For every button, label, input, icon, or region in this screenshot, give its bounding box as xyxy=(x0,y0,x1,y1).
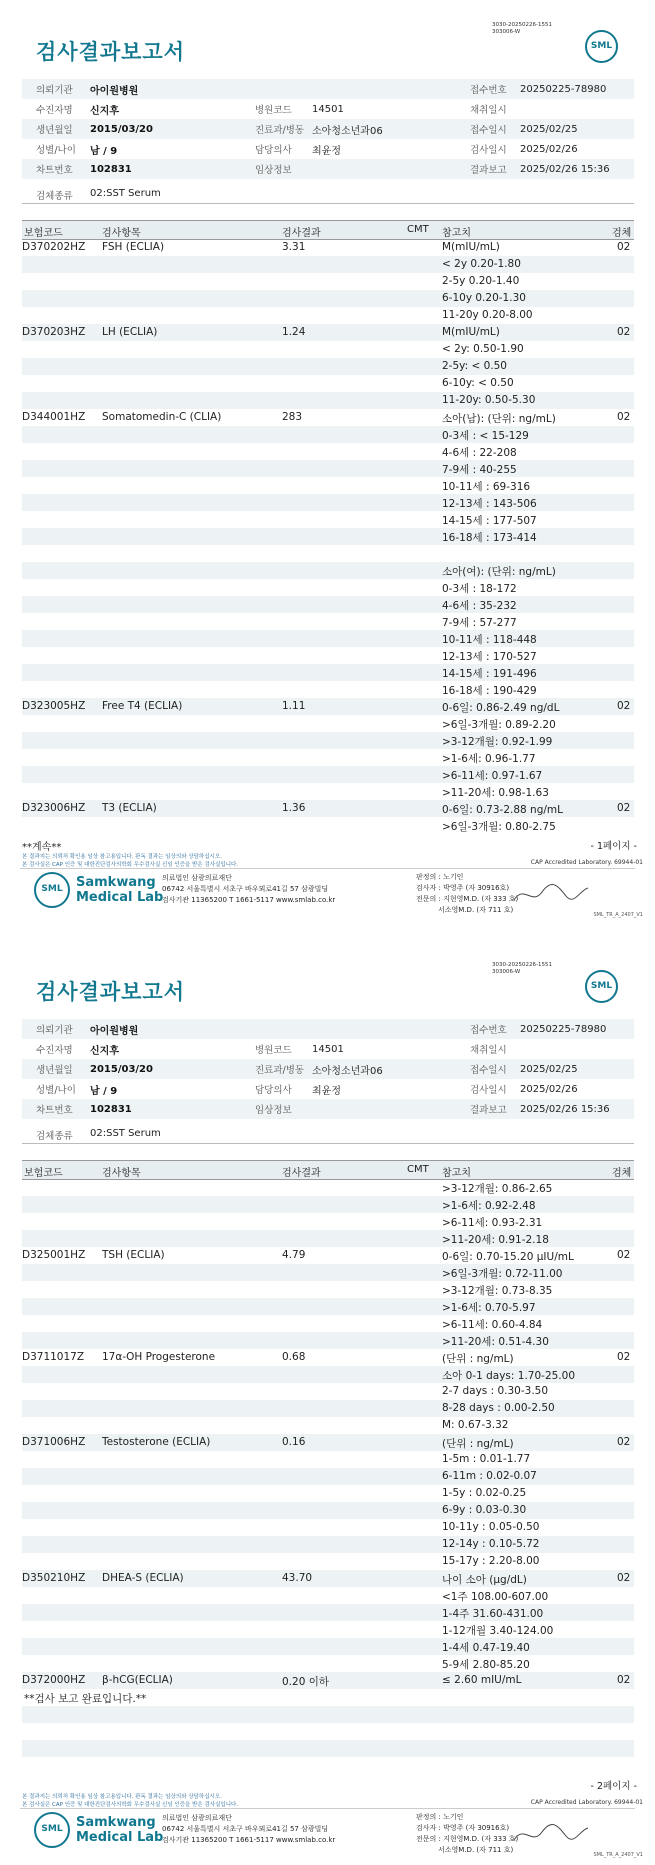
table-row xyxy=(22,375,634,392)
table-row xyxy=(22,1655,634,1672)
cell-item: 17α-OH Progesterone xyxy=(102,1351,216,1363)
table-row xyxy=(22,630,634,647)
table-row xyxy=(22,749,634,766)
cell-item: LH (ECLIA) xyxy=(102,326,158,338)
info-row: 수진자명 신지후 병원코드 14501 채취일시 xyxy=(36,1043,507,1057)
cell-ref: 4-6세 : 22-208 xyxy=(442,447,517,459)
cell-ref: 0-6일: 0.86-2.49 ng/dL xyxy=(442,702,560,714)
results-header: 보험코드 검사항목 검사결과 CMT 참고치 검체 xyxy=(22,220,634,240)
receipt-number: 20250225-78980 xyxy=(520,83,607,95)
info-row: 차트번호 102831 임상정보 결과보고 2025/02/26 15:36 xyxy=(22,1099,634,1119)
cell-ref: 소아 0-1 days: 1.70-25.00 xyxy=(442,1370,575,1382)
table-row xyxy=(22,426,634,443)
table-row xyxy=(22,715,634,732)
table-row xyxy=(22,1281,634,1298)
footer-brand: Samkwang Medical Lab xyxy=(76,875,164,905)
table-row xyxy=(22,766,634,783)
cell-flag: 02 xyxy=(617,1572,631,1584)
cell-code: D372000HZ xyxy=(22,1674,86,1686)
form-code: SML_TR_A_2407_V1 xyxy=(593,1852,643,1858)
table-row xyxy=(22,341,634,358)
cell-ref: 0-3세 : 18-172 xyxy=(442,583,517,595)
info-row: 차트번호 102831 임상정보 결과보고 2025/02/26 15:36 xyxy=(22,159,634,179)
cell-ref: >6-11세: 0.60-4.84 xyxy=(442,1319,543,1331)
blank-row xyxy=(22,1757,634,1774)
cell-ref: >11-20세: 0.98-1.63 xyxy=(442,787,549,799)
cell-flag: 02 xyxy=(617,1249,631,1261)
footer-organization: 의료법인 삼광의료재단 06742 서울특별시 서초구 바우뫼로41길 57 삼광빌딩 검사기관 11365200 T 1661-5117 www.smlab.co.kr xyxy=(162,874,336,904)
cell-result: 1.24 xyxy=(282,326,306,338)
cell-ref: 7-9세 : 40-255 xyxy=(442,464,517,476)
cell-result: 1.36 xyxy=(282,802,306,814)
cell-result: 283 xyxy=(282,411,303,423)
cell-ref: >1-6세: 0.96-1.77 xyxy=(442,753,536,765)
table-row xyxy=(22,817,634,834)
table-row xyxy=(22,1298,634,1315)
cell-item: T3 (ECLIA) xyxy=(102,802,157,814)
table-row xyxy=(22,1468,634,1485)
table-row xyxy=(22,800,634,817)
table-row xyxy=(22,783,634,800)
blank-row xyxy=(22,1706,634,1723)
info-row: 의뢰기관 아이원병원 접수번호 20250225-78980 xyxy=(22,1019,634,1039)
cell-ref: < 2y 0.20-1.80 xyxy=(442,258,521,270)
table-row xyxy=(22,1366,634,1383)
footer-signatures: 판정의 : 노기인 검사자 : 박영주 (자 30916호) 전문의 : 지현영M.D. (자 333 호) 서소영M.D. (자 711 호) xyxy=(416,1813,519,1854)
cell-ref: 6-10y 0.20-1.30 xyxy=(442,292,526,304)
cell-ref: 7-9세 : 57-277 xyxy=(442,617,517,629)
sml-logo: SML xyxy=(585,30,618,63)
table-row xyxy=(22,664,634,681)
cell-code: D323006HZ xyxy=(22,802,86,814)
table-row xyxy=(22,1587,634,1604)
table-row xyxy=(22,596,634,613)
cell-ref: 16-18세 : 190-429 xyxy=(442,685,537,697)
tested-date: 2025/02/26 xyxy=(520,143,578,155)
sml-footer-logo: SML xyxy=(34,872,70,908)
form-code: SML_TR_A_2407_V1 xyxy=(593,912,643,918)
cell-ref: 12-13세 : 170-527 xyxy=(442,651,537,663)
cell-ref: (단위 : ng/mL) xyxy=(442,1438,514,1450)
footer-organization: 의료법인 삼광의료재단 06742 서울특별시 서초구 바우뫼로41길 57 삼광빌딩 검사기관 11365200 T 1661-5117 www.smlab.co.kr xyxy=(162,1814,336,1844)
cell-flag: 02 xyxy=(617,802,631,814)
footer-divider xyxy=(20,868,635,869)
cell-code: D325001HZ xyxy=(22,1249,86,1261)
specimen-row: 검체종류 02:SST Serum xyxy=(22,185,634,204)
cell-ref: 1-12개월 3.40-124.00 xyxy=(442,1625,554,1637)
received-date: 2025/02/25 xyxy=(520,123,578,135)
table-row xyxy=(22,1349,634,1366)
cell-flag: 02 xyxy=(617,411,631,423)
cell-ref: 1-4세 0.47-19.40 xyxy=(442,1642,530,1654)
cell-ref: >6-11세: 0.97-1.67 xyxy=(442,770,543,782)
patient-info xyxy=(22,1019,634,1119)
disclaimer: 본 결과지는 의뢰처 확인용 임상 참고용입니다. 판독 결과는 임상의와 상담하십시오. 본 검사실은 CAP 인증 및 대한진단검사의학회 우수검사실 신임 인증을 받은 검사실입니다. xyxy=(22,1794,239,1808)
cell-flag: 02 xyxy=(617,1674,631,1686)
info-row: 생년월일 2015/03/20 진료과/병동 소아청소년과06 접수일시 2025/02/25 xyxy=(22,1059,634,1079)
table-row xyxy=(22,1621,634,1638)
table-row xyxy=(22,1519,634,1536)
info-row: 수진자명 신지후 병원코드 14501 채취일시 xyxy=(36,103,507,117)
cell-flag: 02 xyxy=(617,1436,631,1448)
cell-ref: (단위 : ng/mL) xyxy=(442,1353,514,1365)
hospital-code: 14501 xyxy=(312,103,344,115)
patient-name: 신지후 xyxy=(90,1045,119,1057)
cell-ref: M: 0.67-3.32 xyxy=(442,1419,509,1431)
results-table-page-2 xyxy=(22,1179,634,1774)
blank-row xyxy=(22,1740,634,1757)
table-row xyxy=(22,307,634,324)
cell-flag: 02 xyxy=(617,241,631,253)
cell-ref: 10-11세 : 118-448 xyxy=(442,634,537,646)
cell-result: 0.20 이하 xyxy=(282,1676,330,1688)
signature xyxy=(510,880,590,908)
footer-signatures: 판정의 : 노기인 검사자 : 박영주 (자 30916호) 전문의 : 지현영M.D. (자 333 호) 서소영M.D. (자 711 호) xyxy=(416,873,519,914)
cell-ref: >11-20세: 0.91-2.18 xyxy=(442,1234,549,1246)
patient-name: 신지후 xyxy=(90,105,119,117)
cell-item: TSH (ECLIA) xyxy=(102,1249,165,1261)
cell-ref: >6일-3개월: 0.72-11.00 xyxy=(442,1268,563,1280)
table-row xyxy=(22,1570,634,1587)
doctor: 최윤정 xyxy=(312,145,341,157)
cell-item: DHEA-S (ECLIA) xyxy=(102,1572,184,1584)
cell-ref: 2-5y 0.20-1.40 xyxy=(442,275,520,287)
table-row xyxy=(22,1451,634,1468)
table-row xyxy=(22,528,634,545)
doc-code: 3030-20250226-1551 303006-W xyxy=(492,962,552,975)
specimen-type: 02:SST Serum xyxy=(90,1128,161,1139)
table-row xyxy=(22,1638,634,1655)
cell-ref: >11-20세: 0.51-4.30 xyxy=(442,1336,549,1348)
hospital-code: 14501 xyxy=(312,1043,344,1055)
cell-result: 43.70 xyxy=(282,1572,313,1584)
cell-ref: 0-6일: 0.73-2.88 ng/mL xyxy=(442,804,563,816)
table-row xyxy=(22,1434,634,1451)
doctor: 최윤정 xyxy=(312,1085,341,1097)
info-row: 생년월일 2015/03/20 진료과/병동 소아청소년과06 접수일시 2025/02/25 xyxy=(22,119,634,139)
cell-ref: 4-6세 : 35-232 xyxy=(442,600,517,612)
cell-ref: 12-13세 : 143-506 xyxy=(442,498,537,510)
cell-ref: 1-5y : 0.02-0.25 xyxy=(442,1487,527,1499)
cell-ref: 0-6일: 0.70-15.20 μIU/mL xyxy=(442,1251,574,1263)
table-row xyxy=(22,1672,634,1689)
cell-code: D370202HZ xyxy=(22,241,86,253)
cell-ref: 2-5y: < 0.50 xyxy=(442,360,507,372)
department: 소아청소년과06 xyxy=(312,1065,383,1077)
table-row xyxy=(22,239,634,256)
cell-ref: >6-11세: 0.93-2.31 xyxy=(442,1217,543,1229)
cell-ref: < 2y: 0.50-1.90 xyxy=(442,343,524,355)
cell-code: D370203HZ xyxy=(22,326,86,338)
table-row xyxy=(22,324,634,341)
cell-ref: M(mIU/mL) xyxy=(442,326,500,338)
cell-ref: 6-10y: < 0.50 xyxy=(442,377,514,389)
report-title: 검사결과보고서 xyxy=(36,980,186,1004)
info-row: 성별/나이 남 / 9 담당의사 최윤정 검사일시 2025/02/26 xyxy=(36,1083,578,1097)
cell-ref: 6-11m : 0.02-0.07 xyxy=(442,1470,537,1482)
cell-ref: 12-14y : 0.10-5.72 xyxy=(442,1538,540,1550)
cell-ref: 소아(여): (단위: ng/mL) xyxy=(442,566,556,578)
table-row xyxy=(22,1536,634,1553)
specimen-row: 검체종류 02:SST Serum xyxy=(22,1125,634,1144)
patient-info xyxy=(22,79,634,179)
footer-divider xyxy=(20,1808,635,1809)
info-row: 성별/나이 남 / 9 담당의사 최윤정 검사일시 2025/02/26 xyxy=(36,143,578,157)
results-table-page-1 xyxy=(22,239,634,834)
reported-date: 2025/02/26 15:36 xyxy=(520,163,610,175)
table-row xyxy=(22,1179,634,1196)
cell-ref: 10-11세 : 69-316 xyxy=(442,481,531,493)
table-row xyxy=(22,647,634,664)
cell-code: D344001HZ xyxy=(22,411,86,423)
cell-result: 0.68 xyxy=(282,1351,306,1363)
table-row xyxy=(22,256,634,273)
cell-result: 0.16 xyxy=(282,1436,306,1448)
table-row xyxy=(22,358,634,375)
sex-age: 남 / 9 xyxy=(90,145,118,157)
cell-code: D350210HZ xyxy=(22,1572,86,1584)
table-row xyxy=(22,579,634,596)
cell-ref: >1-6세: 0.92-2.48 xyxy=(442,1200,536,1212)
reported-date: 2025/02/26 15:36 xyxy=(520,1103,610,1115)
table-row xyxy=(22,477,634,494)
table-row xyxy=(22,1502,634,1519)
footer-brand: Samkwang Medical Lab xyxy=(76,1815,164,1845)
continue-note: **계속** xyxy=(22,842,62,853)
table-row xyxy=(22,443,634,460)
sex-age: 남 / 9 xyxy=(90,1085,118,1097)
table-row xyxy=(22,273,634,290)
table-row xyxy=(22,1230,634,1247)
disclaimer: 본 결과지는 의뢰처 확인용 임상 참고용입니다. 판독 결과는 임상의와 상담하십시오. 본 검사실은 CAP 인증 및 대한진단검사의학회 우수검사실 신임 인증을 받은 검사실입니다. xyxy=(22,854,239,868)
table-row xyxy=(22,1417,634,1434)
cell-item: FSH (ECLIA) xyxy=(102,241,165,253)
tested-date: 2025/02/26 xyxy=(520,1083,578,1095)
table-row xyxy=(22,562,634,579)
info-row: 의뢰기관 아이원병원 접수번호 20250225-78980 xyxy=(22,79,634,99)
birth-date: 2015/03/20 xyxy=(90,1063,153,1075)
cell-flag: 02 xyxy=(617,1351,631,1363)
page-number: - 2페이지 - xyxy=(590,1781,637,1792)
table-row xyxy=(22,1553,634,1570)
cell-item: β-hCG(ECLIA) xyxy=(102,1674,173,1686)
table-row xyxy=(22,681,634,698)
table-row xyxy=(22,290,634,307)
cell-ref: 소아(남): (단위: ng/mL) xyxy=(442,413,556,425)
table-row xyxy=(22,494,634,511)
signature xyxy=(510,1820,590,1848)
cell-ref: 14-15세 : 177-507 xyxy=(442,515,537,527)
report-page-2 xyxy=(0,940,655,1865)
cell-ref: 나이 소아 (μg/dL) xyxy=(442,1574,527,1586)
cell-flag: 02 xyxy=(617,326,631,338)
cell-ref: M(mIU/mL) xyxy=(442,241,500,253)
receipt-number: 20250225-78980 xyxy=(520,1023,607,1035)
cell-ref: 16-18세 : 173-414 xyxy=(442,532,537,544)
table-row xyxy=(22,1383,634,1400)
cell-ref: 2-7 days : 0.30-3.50 xyxy=(442,1385,549,1397)
table-row xyxy=(22,1315,634,1332)
results-header: 보험코드 검사항목 검사결과 CMT 참고치 검체 xyxy=(22,1160,634,1180)
report-title: 검사결과보고서 xyxy=(36,40,186,64)
institution: 아이원병원 xyxy=(90,1025,139,1037)
blank-row xyxy=(22,1723,634,1740)
cell-ref: >3-12개월: 0.86-2.65 xyxy=(442,1183,553,1195)
cell-ref: 10-11y : 0.05-0.50 xyxy=(442,1521,540,1533)
table-row xyxy=(22,698,634,715)
cell-code: D371006HZ xyxy=(22,1436,86,1448)
table-row xyxy=(22,1400,634,1417)
cell-ref: 6-9y : 0.03-0.30 xyxy=(442,1504,527,1516)
chart-number: 102831 xyxy=(90,163,132,175)
cap-accreditation: CAP Accredited Laboratory. 69944-01 xyxy=(530,1799,643,1806)
cell-ref: >1-6세: 0.70-5.97 xyxy=(442,1302,536,1314)
table-row xyxy=(22,545,634,562)
table-row xyxy=(22,732,634,749)
table-row xyxy=(22,392,634,409)
cell-ref: 1-5m : 0.01-1.77 xyxy=(442,1453,531,1465)
doc-code: 3030-20250226-1551 303006-W xyxy=(492,22,552,35)
cell-item: Free T4 (ECLIA) xyxy=(102,700,183,712)
end-note: **검사 보고 완료입니다.** xyxy=(24,1693,147,1705)
table-row xyxy=(22,1213,634,1230)
cell-ref: 15-17y : 2.20-8.00 xyxy=(442,1555,540,1567)
birth-date: 2015/03/20 xyxy=(90,123,153,135)
cell-code: D323005HZ xyxy=(22,700,86,712)
table-row xyxy=(22,511,634,528)
cell-ref: >3-12개월: 0.73-8.35 xyxy=(442,1285,553,1297)
sml-logo: SML xyxy=(585,970,618,1003)
cap-accreditation: CAP Accredited Laboratory. 69944-01 xyxy=(530,859,643,866)
cell-item: Somatomedin-C (CLIA) xyxy=(102,411,222,423)
cell-ref: 14-15세 : 191-496 xyxy=(442,668,537,680)
sml-footer-logo: SML xyxy=(34,1812,70,1848)
cell-code: D3711017Z xyxy=(22,1351,85,1363)
table-row xyxy=(22,1247,634,1264)
page-number: - 1페이지 - xyxy=(590,841,637,852)
cell-result: 3.31 xyxy=(282,241,306,253)
table-row xyxy=(22,1332,634,1349)
cell-ref: <1주 108.00-607.00 xyxy=(442,1591,549,1603)
cell-flag: 02 xyxy=(617,700,631,712)
cell-ref: >3-12개월: 0.92-1.99 xyxy=(442,736,553,748)
table-row xyxy=(22,1264,634,1281)
cell-result: 4.79 xyxy=(282,1249,306,1261)
cell-ref: 5-9세 2.80-85.20 xyxy=(442,1659,530,1671)
cell-ref: 0-3세 : < 15-129 xyxy=(442,430,529,442)
received-date: 2025/02/25 xyxy=(520,1063,578,1075)
specimen-type: 02:SST Serum xyxy=(90,188,161,199)
department: 소아청소년과06 xyxy=(312,125,383,137)
cell-ref: >6일-3개월: 0.80-2.75 xyxy=(442,821,556,833)
cell-ref: >6일-3개월: 0.89-2.20 xyxy=(442,719,556,731)
cell-ref: 8-28 days : 0.00-2.50 xyxy=(442,1402,555,1414)
cell-ref: 11-20y: 0.50-5.30 xyxy=(442,394,536,406)
institution: 아이원병원 xyxy=(90,85,139,97)
cell-ref: 1-4주 31.60-431.00 xyxy=(442,1608,544,1620)
cell-ref: 11-20y 0.20-8.00 xyxy=(442,309,533,321)
table-row xyxy=(22,460,634,477)
report-page-1 xyxy=(0,0,655,925)
table-row xyxy=(22,613,634,630)
table-row xyxy=(22,1196,634,1213)
table-row xyxy=(22,1604,634,1621)
cell-item: Testosterone (ECLIA) xyxy=(102,1436,211,1448)
table-row xyxy=(22,1485,634,1502)
cell-result: 1.11 xyxy=(282,700,306,712)
cell-ref: ≤ 2.60 mIU/mL xyxy=(442,1674,522,1686)
table-row xyxy=(22,409,634,426)
end-note-row xyxy=(22,1689,634,1706)
chart-number: 102831 xyxy=(90,1103,132,1115)
